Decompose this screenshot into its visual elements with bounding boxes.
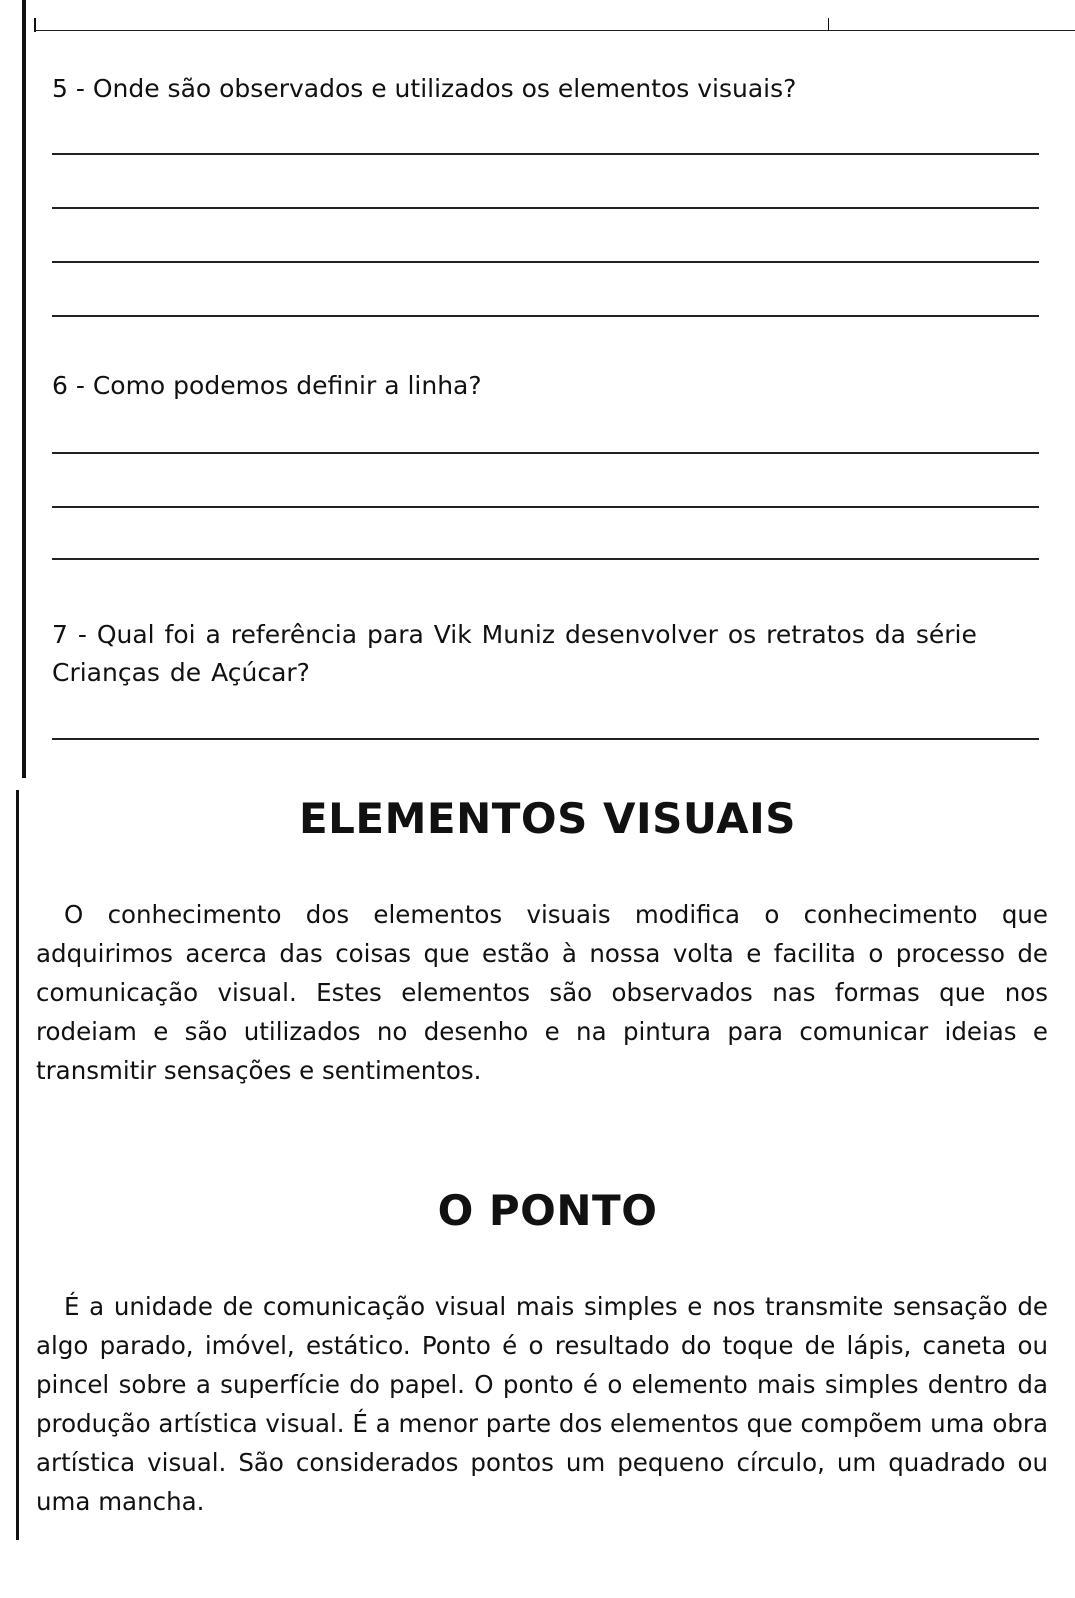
answer-line[interactable]: [52, 738, 1039, 740]
o-ponto-paragraph: [36, 1287, 1048, 1521]
document-left-border: [16, 790, 19, 1540]
answer-line[interactable]: [52, 207, 1039, 209]
section-title-elementos-visuais: ELEMENTOS VISUAIS: [298, 794, 797, 843]
question-7: [52, 616, 1075, 692]
answer-line[interactable]: [52, 506, 1039, 508]
answer-line[interactable]: [52, 153, 1039, 155]
o-ponto-text: É a unidade de comunicação visual mais simples e nos transmite sensação de algo parado, imóvel, estático. Ponto é o resultado do toque de lápis, caneta ou pincel sobre a superfície do papel. O ponto é o elemento mais simples dentro da produção artística visual. É a menor parte dos elementos que compõem uma obra artística visual. São considerados pontos um pequeno círculo, um quadrado ou uma mancha.: [36, 1292, 1048, 1516]
worksheet-left-border: [22, 0, 26, 778]
worksheet-top-rule: [34, 30, 1075, 31]
worksheet-top-tick-right: [828, 18, 829, 31]
question-6: 6 - Como podemos definir a linha?: [52, 371, 482, 400]
question-7-line-2: Crianças de Açúcar?: [52, 658, 310, 687]
question-5: 5 - Onde são observados e utilizados os elementos visuais?: [52, 74, 797, 103]
question-7-line-1: 7 - Qual foi a referência para Vik Muniz desenvolver os retratos da série: [52, 620, 977, 649]
answer-line[interactable]: [52, 261, 1039, 263]
elementos-visuais-text: O conhecimento dos elementos visuais modifica o conhecimento que adquirimos acerca das coisas que estão à nossa volta e facilita o processo de comunicação visual. Estes elementos são observados nas formas que nos rodeiam e são utilizados no desenho e na pintura para comunicar ideias e transmitir sensações e sentimentos.: [36, 900, 1048, 1085]
answer-line[interactable]: [52, 315, 1039, 317]
section-title-o-ponto: O PONTO: [437, 1186, 658, 1235]
elementos-visuais-paragraph: [36, 895, 1048, 1090]
answer-line[interactable]: [52, 558, 1039, 560]
answer-line[interactable]: [52, 452, 1039, 454]
